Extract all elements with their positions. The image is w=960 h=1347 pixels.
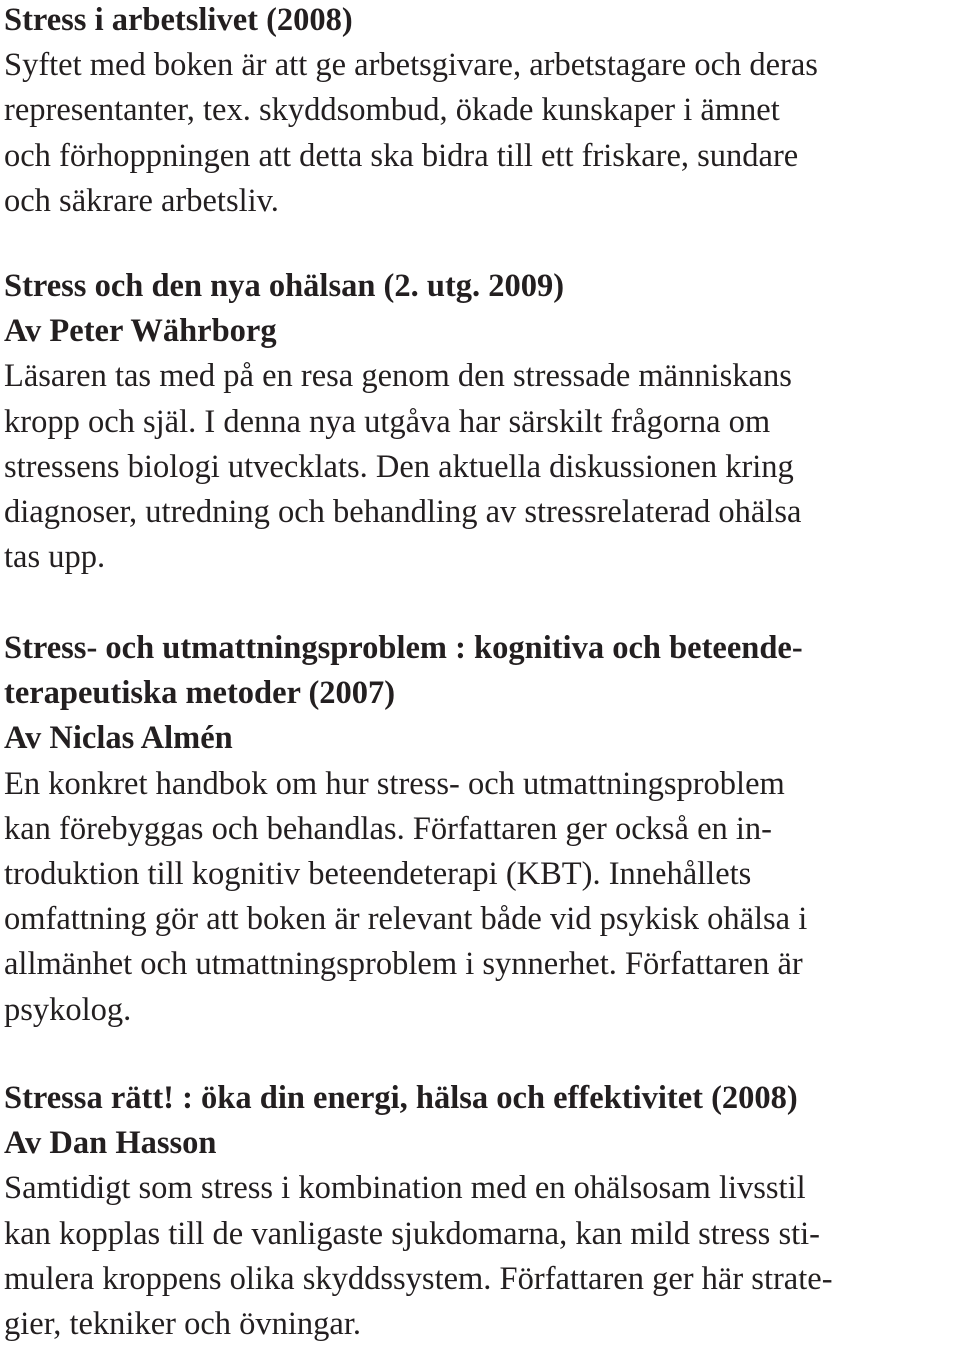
- book-description-line: kan förebyggas och behandlas. Författaren ger också en in-: [4, 810, 772, 847]
- book-description-line: En konkret handbok om hur stress- och utmattningsproblem: [4, 765, 785, 802]
- book-description-line: mulera kroppens olika skyddssystem. Författaren ger här strate-: [4, 1260, 833, 1297]
- book-description-line: diagnoser, utredning och behandling av stressrelaterad ohälsa: [4, 493, 802, 530]
- book-description-line: Läsaren tas med på en resa genom den stressade människans: [4, 358, 792, 395]
- book-description-line: och säkrare arbetsliv.: [4, 182, 279, 219]
- book-description-line: troduktion till kognitiv beteendeterapi (KBT). Innehållets: [4, 855, 752, 892]
- book-description-line: gier, tekniker och övningar.: [4, 1305, 361, 1342]
- book-description-line: Syftet med boken är att ge arbetsgivare, arbetstagare och deras: [4, 47, 818, 84]
- book-author: Av Niclas Almén: [4, 720, 233, 757]
- book-description-line: stressens biologi utvecklats. Den aktuella diskussionen kring: [4, 448, 794, 485]
- book-description-line: representanter, tex. skyddsombud, ökade kunskaper i ämnet: [4, 92, 780, 129]
- book-entry-stress-och-utmattningsproblem: [4, 626, 952, 1033]
- book-description-line: och förhoppningen att detta ska bidra till ett friskare, sundare: [4, 137, 799, 174]
- book-title-continued: terapeutiska metoder (2007): [4, 675, 396, 712]
- book-description-line: kan kopplas till de vanligaste sjukdomarna, kan mild stress sti-: [4, 1215, 820, 1252]
- book-description-line: allmänhet och utmattningsproblem i synnerhet. Författaren är: [4, 946, 803, 983]
- book-title: Stress- och utmattningsproblem : kognitiva och beteende-: [4, 630, 803, 666]
- book-description-line: Samtidigt som stress i kombination med en ohälsosam livsstil: [4, 1170, 806, 1207]
- book-title: Stressa rätt! : öka din energi, hälsa och effektivitet (2008): [4, 1080, 798, 1116]
- book-description-line: kropp och själ. I denna nya utgåva har särskilt frågorna om: [4, 403, 771, 440]
- book-author: Av Peter Währborg: [4, 313, 277, 350]
- book-entry-stress-i-arbetslivet: [4, 0, 952, 224]
- book-description-line: omfattning gör att boken är relevant både vid psykisk ohälsa i: [4, 901, 808, 938]
- book-entry-stress-och-den-nya-ohalsan: [4, 264, 952, 580]
- book-description-line: tas upp.: [4, 539, 106, 576]
- book-title: Stress och den nya ohälsan (2. utg. 2009): [4, 268, 565, 304]
- book-author: Av Dan Hasson: [4, 1125, 217, 1162]
- book-description-line: psykolog.: [4, 991, 132, 1028]
- book-entry-stressa-ratt: [4, 1076, 952, 1347]
- book-title: Stress i arbetslivet (2008): [4, 2, 353, 38]
